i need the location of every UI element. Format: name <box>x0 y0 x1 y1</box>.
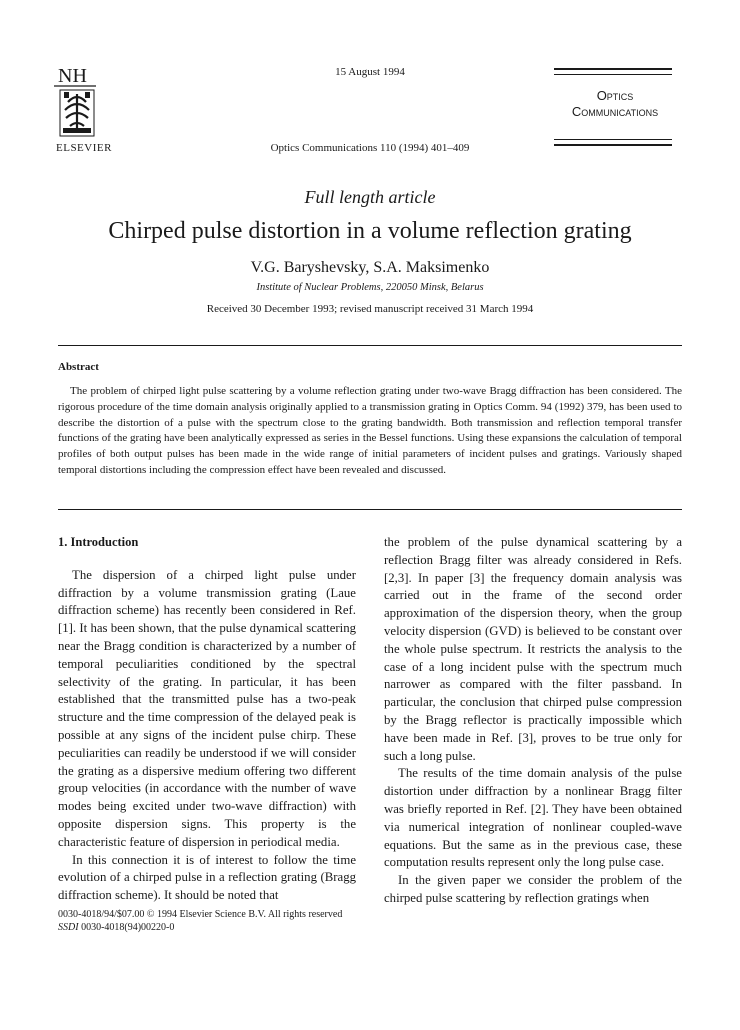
abstract-body <box>58 384 682 479</box>
journal-rule-bottom-thick <box>554 144 672 146</box>
author-affiliation: Institute of Nuclear Problems, 220050 Minsk, Belarus <box>256 282 484 293</box>
abstract-text: The problem of chirped light pulse scattering by a volume reflection grating under two-wave Bragg diffraction has been considered. The rigorous procedure of the time domain analysis originally applied to a transmission grating in Optics Comm. 94 (1992) 379, has been used to describe the distortion of a pulse with the spectrum close to the grating bandwidth. Both transmission and reflection temporal transfer functions of the grating have been analytically expressed as series in the Bessel functions. Using these expansions the calculation of temporal profiles of both output pulses has been made in the wide range of initial parameters of incident pulses and gratings. Variously shaped temporal distortions including the compression effect have been revealed and discussed. <box>58 385 682 476</box>
copyright-footer <box>58 908 342 934</box>
received-dates: Received 30 December 1993; revised manuscript received 31 March 1994 <box>206 303 534 315</box>
journal-name <box>540 88 690 120</box>
svg-text:NH: NH <box>58 65 87 87</box>
article-authors: V.G. Baryshevsky, S.A. Maksimenko <box>250 259 490 276</box>
ssdi-label: SSDI <box>58 922 79 933</box>
ssdi-line <box>58 921 342 934</box>
paragraph: the problem of the pulse dynamical scattering by a reflection Bragg filter was already considered in Refs. [2,3]. In paper [3] the frequency domain analysis was carried out in the frame of the second order approximation of the dispersion theory, when the group velocity dispersion (GVD) is believed to be constant over the whole pulse spectrum. It restricts the analysis to the case of a long incident pulse with the spectrum much narrower as compared with the filter passband. In particular, the conclusion that chirped pulse compression by the Bragg reflector is practically impossible which have been made in Ref. [3], proves to be true only for such a long pulse. <box>384 535 682 763</box>
journal-name-line2: Communications <box>571 104 659 119</box>
journal-citation: Optics Communications 110 (1994) 401–409 <box>270 142 470 154</box>
journal-rule-bottom-thin <box>554 139 672 140</box>
abstract-heading: Abstract <box>58 361 99 373</box>
paragraph: The dispersion of a chirped light pulse under diffraction by a volume transmission grating (Laue diffraction scheme) has recently been considered in Ref. [1]. It has been shown, that the pulse dynamical scattering near the Bragg condition is characterized by a number of temporal peculiarities conditioned by the spectral selectivity of the grating. In particular, it has been established that the transmitted pulse has a two-peak structure and the time compression of the delayed peak is possible at any signs of the incident pulse chirp. These peculiarities can readily be understood if we will consider the grating as a dispersive medium offering two different group velocities (in accordance with the number of wave modes being excited under two-wave diffraction) with opposite dispersion signs. This property is the characteristic feature of dispersion in periodical media. <box>58 567 356 849</box>
journal-name-line1: Optics <box>596 88 634 103</box>
copyright-line: 0030-4018/94/$07.00 © 1994 Elsevier Science B.V. All rights reserved <box>58 909 343 920</box>
paragraph: In the given paper we consider the problem of the chirped pulse scattering by reflection gratings when <box>384 873 682 905</box>
paragraph: The results of the time domain analysis of the pulse distortion under diffraction by a nonlinear Bragg filter was briefly reported in Ref. [2]. They have been obtained via numerical integration of nonlinear coupled-wave equations. But the same as in the previous case, these computation results represent only the long pulse case. <box>384 766 682 870</box>
publisher-name: ELSEVIER <box>56 142 112 154</box>
journal-rule-top-thin <box>554 74 672 75</box>
left-column <box>58 534 356 905</box>
journal-rule-top-thick <box>554 68 672 70</box>
paragraph: In this connection it is of interest to follow the time evolution of a chirped pulse in a reflection grating (Bragg diffraction scheme). It should be noted that <box>58 852 356 903</box>
issue-date: 15 August 1994 <box>335 66 405 78</box>
section-heading: 1. Introduction <box>58 535 139 549</box>
ssdi-value: 0030-4018(94)00220-0 <box>81 922 175 933</box>
article-type: Full length article <box>304 187 436 207</box>
abstract-rule-bottom <box>58 509 682 510</box>
article-title: Chirped pulse distortion in a volume reflection grating <box>108 218 632 244</box>
abstract-rule-top <box>58 345 682 346</box>
right-column <box>384 534 682 908</box>
